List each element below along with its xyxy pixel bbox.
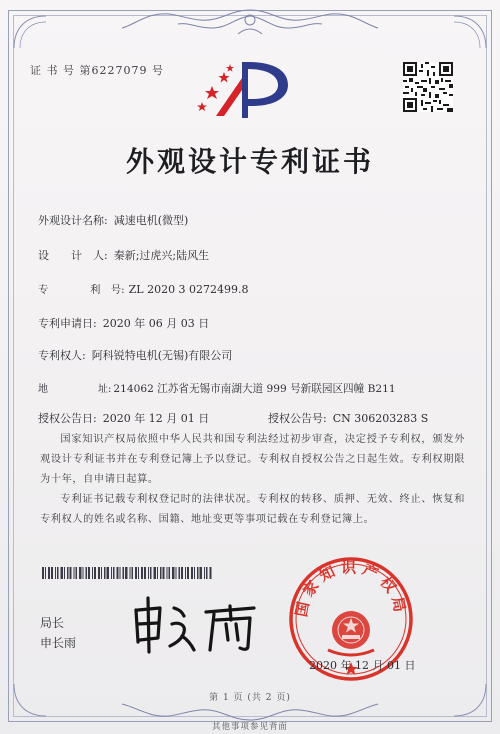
grant-date-row bbox=[38, 410, 209, 426]
patent-office-logo bbox=[190, 58, 300, 122]
address-label: 地 址: bbox=[38, 384, 112, 395]
certificate-number: 证 书 号 第6227079 号 bbox=[30, 64, 164, 77]
director-title: 局长 bbox=[40, 616, 65, 630]
barcode-icon bbox=[42, 567, 214, 579]
filing-date-label: 专利申请日: bbox=[38, 317, 97, 330]
designer-label: 设 计 人: bbox=[38, 249, 108, 262]
design-name-row bbox=[38, 212, 188, 228]
corner-ornament-top-left bbox=[10, 12, 50, 52]
body-paragraph-2: 专利证书记载专利权登记时的法律状况。专利权的转移、质押、无效、终止、恢复和专利权人的姓名或名称、国籍、地址变更等事项记载在专利登记簿上。 bbox=[40, 494, 465, 525]
filing-date-value: 2020 年 06 月 03 日 bbox=[102, 317, 210, 330]
grant-number-row bbox=[268, 410, 428, 426]
grant-date-value: 2020 年 12 月 01 日 bbox=[102, 412, 210, 425]
body-paragraph-1: 国家知识产权局依照中华人民共和国专利法经过初步审查，决定授予专利权，颁发外观设计专利证书并在专利登记簿上予以登记。专利权自授权公告之日起生效。专利权期限为十年，自申请日起算。 bbox=[40, 434, 465, 485]
address-row bbox=[38, 380, 396, 396]
grant-number-value: CN 306203283 S bbox=[332, 412, 429, 425]
grant-date-label: 授权公告日: bbox=[38, 412, 97, 425]
address-value: 214062 江苏省无锡市南湖大道 999 号新联园区四幢 B211 bbox=[113, 383, 396, 395]
patentee-row bbox=[38, 347, 232, 363]
director-signature bbox=[130, 596, 270, 654]
seal-date: 2020 年 12 月 01 日 bbox=[309, 659, 416, 672]
design-name-label: 外观设计名称: bbox=[38, 214, 108, 227]
svg-text:国家知识产权局 bbox=[292, 559, 410, 619]
qr-code-icon bbox=[403, 62, 453, 112]
filing-date-row bbox=[38, 315, 209, 331]
seal-arc-text: 国家知识产权局 bbox=[292, 558, 410, 619]
patent-number-row bbox=[38, 281, 249, 296]
director-name: 申长雨 bbox=[40, 636, 77, 650]
patentee-value: 阿科锐特电机(无锡)有限公司 bbox=[91, 349, 233, 362]
page-number: 第 1 页 (共 2 页) bbox=[209, 693, 291, 703]
designer-row bbox=[38, 247, 209, 263]
top-ornament bbox=[120, 6, 380, 40]
corner-ornament-top-right bbox=[450, 12, 490, 52]
footer-note: 其他事项参见背面 bbox=[211, 722, 288, 732]
certificate-title: 外观设计专利证书 bbox=[125, 145, 374, 178]
patent-number-label: 专 利 号: bbox=[38, 284, 125, 296]
patent-number-value: ZL 2020 3 0272499.8 bbox=[128, 283, 249, 296]
design-name-value: 减速电机(微型) bbox=[113, 214, 189, 227]
patentee-label: 专利权人: bbox=[38, 349, 86, 362]
grant-number-label: 授权公告号: bbox=[268, 412, 327, 425]
designer-value: 秦新;过虎兴;陆风生 bbox=[113, 249, 210, 262]
